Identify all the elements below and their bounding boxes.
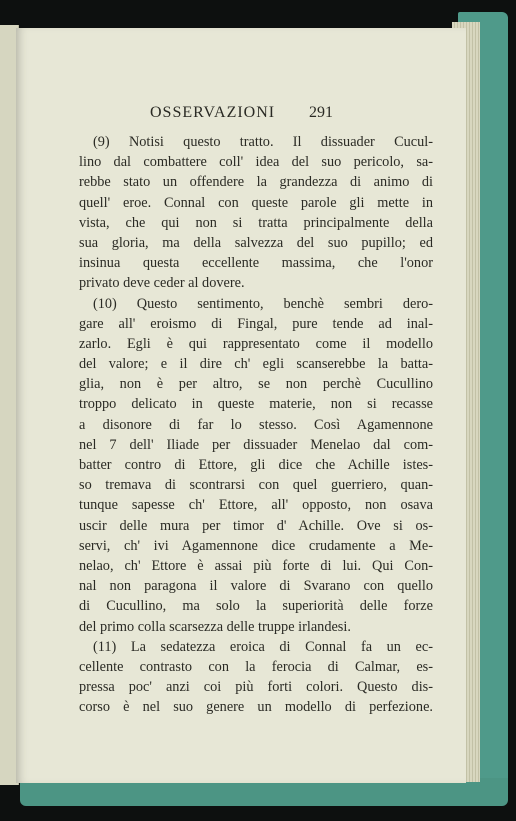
- text-line: nel 7 dell' Iliade per dissuader Menelao dal com-: [79, 436, 433, 453]
- text-line: (9) Notisi questo tratto. Il dissuader Cucul-: [93, 134, 433, 150]
- text-line: cellente contrasto con la ferocia di Calmar, es-: [79, 658, 433, 675]
- text-line: a disonore di far lo stesso. Così Agamennone: [79, 416, 433, 433]
- page-header: [16, 104, 466, 128]
- text-line: (11) La sedatezza eroica di Connal fa un ec-: [93, 638, 433, 655]
- text-line: del primo colla scarsezza delle truppe irlandesi.: [79, 618, 351, 635]
- text-line: quell' eroe. Connal con queste parole gli mette in: [79, 194, 433, 211]
- body-text: [79, 132, 433, 717]
- text-line: glia, non è per altro, se non perchè Cucullino: [79, 376, 433, 393]
- text-line: gare all' eroismo di Fingal, pure tende ad inal-: [79, 315, 433, 332]
- text-line: servi, ch' ivi Agamennone dice crudamente a Me-: [79, 537, 433, 554]
- text-line: privato deve ceder al dovere.: [79, 275, 245, 292]
- text-line: del valore; e il dire ch' egli scanserebbe la batta-: [79, 356, 433, 373]
- page-number: 291: [309, 104, 333, 121]
- text-line: pressa poc' anzi coi più forti colori. Questo dis-: [79, 679, 433, 696]
- running-head: OSSERVAZIONI: [150, 104, 276, 121]
- text-line: sua gloria, ma della salvezza del suo pupillo; ed: [79, 234, 433, 251]
- text-line: zarlo. Egli è qui rappresentato come il modello: [79, 335, 433, 352]
- text-line: uscir delle mura per timor d' Achille. Ove si os-: [79, 517, 433, 534]
- text-line: troppo delicato in queste materie, non si recasse: [79, 396, 433, 413]
- book-page: [16, 28, 466, 783]
- text-line: lino dal combattere coll' idea del suo pericolo, sa-: [79, 154, 433, 171]
- text-line: corso è nel suo genere un modello di perfezione.: [79, 699, 433, 716]
- text-line: nelao, ch' Ettore è assai più forte di lui. Qui Con-: [79, 557, 433, 574]
- text-line: di Cucullino, ma solo la superiorità delle forze: [79, 598, 433, 615]
- text-line: insinua questa eccellente massima, che l'onor: [79, 255, 433, 272]
- text-line: tunque sapesse ch' Ettore, all' opposto, non osava: [79, 497, 433, 514]
- text-line: nal non paragona il valore di Svarano con quello: [79, 578, 433, 595]
- text-line: vista, che qui non si tratta principalmente della: [79, 214, 433, 231]
- text-line: batter contro di Ettore, gli dice che Achille istes-: [79, 457, 433, 473]
- text-line: rebbe stato un offendere la grandezza di animo di: [79, 174, 433, 191]
- text-line: (10) Questo sentimento, benchè sembri dero-: [93, 295, 433, 312]
- text-line: so tremava di scontrarsi con quel guerriero, quan-: [79, 477, 433, 494]
